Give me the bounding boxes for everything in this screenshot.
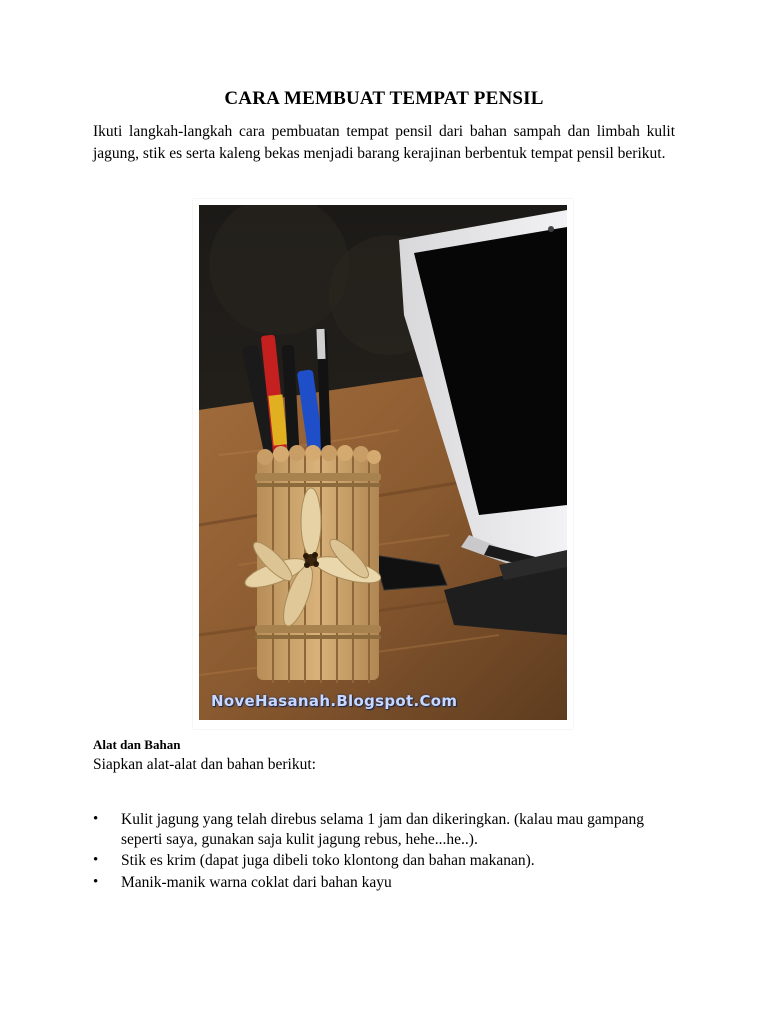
pencil-holder-photo xyxy=(199,205,567,720)
materials-list xyxy=(93,810,653,894)
bullet-icon: • xyxy=(93,852,99,868)
bullet-icon: • xyxy=(93,873,99,890)
section-heading-alat-dan-bahan: Alat dan Bahan xyxy=(93,737,181,752)
bullet-icon: • xyxy=(93,811,99,827)
list-item xyxy=(93,851,653,871)
list-item-text: Manik-manik warna coklat dari bahan kayu xyxy=(121,873,392,891)
list-item xyxy=(93,873,653,893)
list-item xyxy=(93,810,653,849)
section-subtitle: Siapkan alat-alat dan bahan berikut: xyxy=(93,756,316,773)
intro-paragraph: Ikuti langkah-langkah cara pembuatan tempat pensil dari bahan sampah dan limbah kulit jagung, stik es serta kaleng bekas menjadi barang kerajinan berbentuk tempat pensil berikut. xyxy=(93,123,675,162)
list-item-text: Kulit jagung yang telah direbus selama 1 jam dan dikeringkan. (kalau mau gampang seperti saya, gunakan saja kulit jagung rebus, hehe...he..). xyxy=(121,811,644,848)
list-item-text: Stik es krim (dapat juga dibeli toko klontong dan bahan makanan). xyxy=(121,852,535,869)
photo-watermark: NoveHasanah.Blogspot.Com xyxy=(211,692,458,710)
page-title: CARA MEMBUAT TEMPAT PENSIL xyxy=(224,88,544,109)
